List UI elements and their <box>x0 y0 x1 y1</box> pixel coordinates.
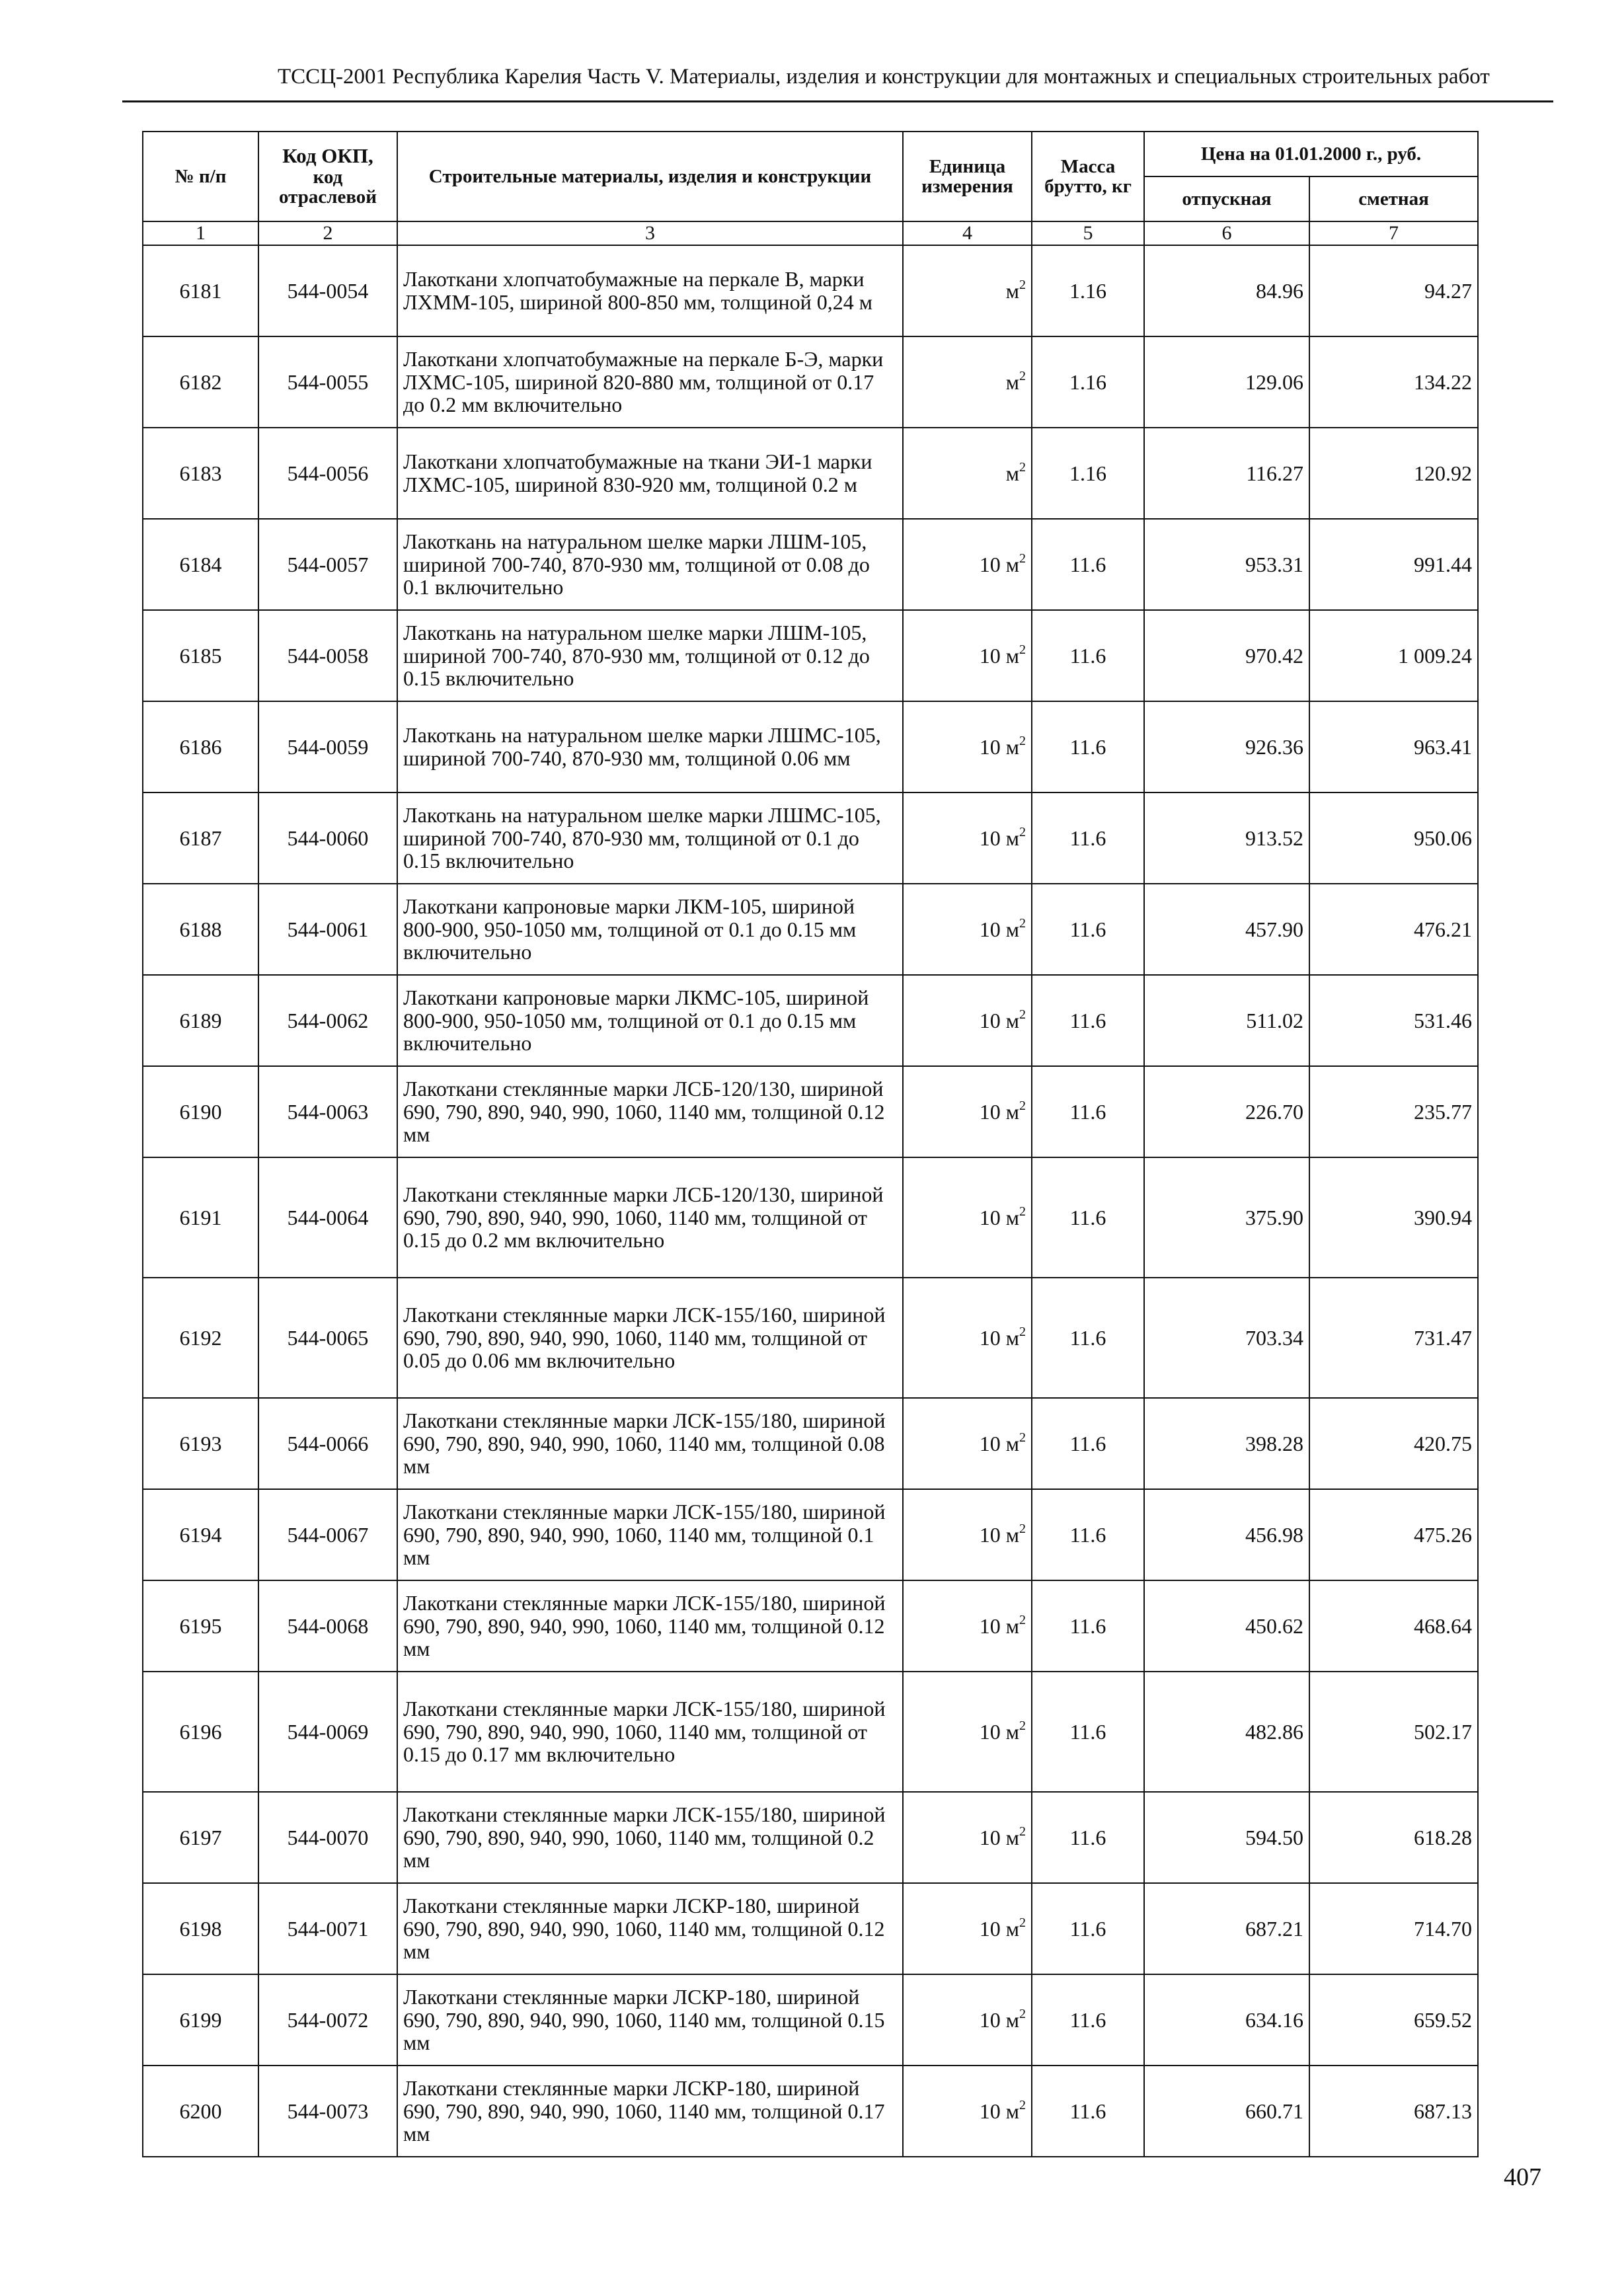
header-price-release: отпускная <box>1144 176 1309 221</box>
row-unit <box>903 336 1032 428</box>
row-mass: 11.6 <box>1032 2066 1144 2157</box>
row-number: 6186 <box>143 701 258 793</box>
row-price-release: 660.71 <box>1144 2066 1309 2157</box>
row-price-estimate: 618.28 <box>1309 1792 1478 1883</box>
row-unit-exponent: 2 <box>1019 2006 1026 2021</box>
header-code-okp: Код ОКП, <box>282 144 373 168</box>
row-number: 6188 <box>143 884 258 975</box>
row-price-release: 84.96 <box>1144 245 1309 336</box>
table-row <box>143 2066 1478 2157</box>
row-code: 544-0065 <box>258 1278 397 1398</box>
row-mass: 11.6 <box>1032 1278 1144 1398</box>
row-material: Лакоткани хлопчатобумажные на перкале В, марки ЛХММ-105, шириной 800-850 мм, толщиной 0,24 м <box>397 245 903 336</box>
column-number: 1 <box>143 221 258 245</box>
row-number: 6183 <box>143 428 258 519</box>
row-number: 6182 <box>143 336 258 428</box>
row-number: 6185 <box>143 610 258 701</box>
row-number: 6191 <box>143 1157 258 1278</box>
row-number: 6189 <box>143 975 258 1066</box>
row-material: Лакоткани стеклянные марки ЛСКР-180, шириной 690, 790, 890, 940, 990, 1060, 1140 мм, толщиной 0.17 мм <box>397 2066 903 2157</box>
row-mass: 11.6 <box>1032 1974 1144 2066</box>
row-price-estimate: 659.52 <box>1309 1974 1478 2066</box>
row-number: 6196 <box>143 1672 258 1792</box>
row-unit-exponent: 2 <box>1019 1718 1026 1733</box>
row-mass: 11.6 <box>1032 1883 1144 1974</box>
row-number: 6194 <box>143 1489 258 1580</box>
row-unit-text: 10 м <box>979 1325 1019 1350</box>
table-row <box>143 610 1478 701</box>
table-row <box>143 1792 1478 1883</box>
row-material: Лакоткани хлопчатобумажные на ткани ЭИ-1 марки ЛХМС-105, шириной 830-920 мм, толщиной 0.2 м <box>397 428 903 519</box>
row-mass: 11.6 <box>1032 1066 1144 1157</box>
row-code: 544-0057 <box>258 519 397 610</box>
row-code: 544-0073 <box>258 2066 397 2157</box>
row-price-release: 226.70 <box>1144 1066 1309 1157</box>
row-material: Лакоткани стеклянные марки ЛСК-155/180, шириной 690, 790, 890, 940, 990, 1060, 1140 мм, толщиной от 0.15 до 0.17 мм включительно <box>397 1672 903 1792</box>
row-material: Лакоткань на натуральном шелке марки ЛШМС-105, шириной 700-740, 870-930 мм, толщиной 0.06 мм <box>397 701 903 793</box>
row-price-estimate: 476.21 <box>1309 884 1478 975</box>
row-unit-exponent: 2 <box>1019 1521 1026 1536</box>
row-code: 544-0063 <box>258 1066 397 1157</box>
row-mass: 11.6 <box>1032 884 1144 975</box>
header-price-group: Цена на 01.01.2000 г., руб. <box>1144 132 1478 176</box>
row-code: 544-0064 <box>258 1157 397 1278</box>
row-unit <box>903 701 1032 793</box>
row-unit-exponent: 2 <box>1019 642 1026 657</box>
row-number: 6198 <box>143 1883 258 1974</box>
row-number: 6200 <box>143 2066 258 2157</box>
row-unit-exponent: 2 <box>1019 1098 1026 1113</box>
row-unit-text: 10 м <box>979 1916 1019 1941</box>
row-unit-exponent: 2 <box>1019 277 1026 292</box>
table-row <box>143 1672 1478 1792</box>
row-unit-exponent: 2 <box>1019 1430 1026 1445</box>
row-mass: 11.6 <box>1032 1580 1144 1672</box>
row-mass: 1.16 <box>1032 336 1144 428</box>
row-unit-text: 10 м <box>979 1205 1019 1229</box>
row-price-estimate: 120.92 <box>1309 428 1478 519</box>
header-code-branch: код отраслевой <box>278 166 377 208</box>
row-number: 6184 <box>143 519 258 610</box>
row-mass: 11.6 <box>1032 701 1144 793</box>
row-price-estimate: 468.64 <box>1309 1580 1478 1672</box>
page-header: ТССЦ-2001 Республика Карелия Часть V. Материалы, изделия и конструкции для монтажных и специальных строительных работ <box>278 65 1490 89</box>
row-mass: 11.6 <box>1032 1489 1144 1580</box>
row-price-estimate: 531.46 <box>1309 975 1478 1066</box>
row-unit <box>903 245 1032 336</box>
header-materials: Строительные материалы, изделия и конструкции <box>397 132 903 221</box>
row-code: 544-0061 <box>258 884 397 975</box>
row-material: Лакоткани стеклянные марки ЛСБ-120/130, шириной 690, 790, 890, 940, 990, 1060, 1140 мм, толщиной от 0.15 до 0.2 мм включительно <box>397 1157 903 1278</box>
row-number: 6197 <box>143 1792 258 1883</box>
row-code: 544-0072 <box>258 1974 397 2066</box>
row-price-estimate: 94.27 <box>1309 245 1478 336</box>
header-num: № п/п <box>143 132 258 221</box>
row-code: 544-0055 <box>258 336 397 428</box>
row-price-estimate: 714.70 <box>1309 1883 1478 1974</box>
row-mass: 11.6 <box>1032 975 1144 1066</box>
row-price-release: 511.02 <box>1144 975 1309 1066</box>
row-unit-exponent: 2 <box>1019 551 1026 566</box>
row-unit-text: 10 м <box>979 643 1019 668</box>
table-row <box>143 1157 1478 1278</box>
row-unit <box>903 1883 1032 1974</box>
table-row <box>143 519 1478 610</box>
row-number: 6193 <box>143 1398 258 1489</box>
row-price-estimate: 1 009.24 <box>1309 610 1478 701</box>
row-price-release: 953.31 <box>1144 519 1309 610</box>
row-unit-exponent: 2 <box>1019 1007 1026 1022</box>
table-row <box>143 884 1478 975</box>
row-unit-exponent: 2 <box>1019 1612 1026 1627</box>
table-row <box>143 1883 1478 1974</box>
row-unit <box>903 1580 1032 1672</box>
row-price-release: 116.27 <box>1144 428 1309 519</box>
row-unit <box>903 1792 1032 1883</box>
row-unit-exponent: 2 <box>1019 733 1026 748</box>
row-unit-exponent: 2 <box>1019 2097 1026 2112</box>
row-unit-exponent: 2 <box>1019 1824 1026 1839</box>
row-material: Лакоткань на натуральном шелке марки ЛШМС-105, шириной 700-740, 870-930 мм, толщиной от 0.1 до 0.15 включительно <box>397 793 903 884</box>
row-unit <box>903 1278 1032 1398</box>
table-row <box>143 793 1478 884</box>
materials-price-table <box>142 131 1479 2157</box>
row-unit-text: м <box>1005 461 1019 485</box>
row-unit <box>903 2066 1032 2157</box>
row-code: 544-0070 <box>258 1792 397 1883</box>
row-unit <box>903 519 1032 610</box>
table-row <box>143 701 1478 793</box>
row-unit-exponent: 2 <box>1019 368 1026 383</box>
row-material: Лакоткани стеклянные марки ЛСК-155/160, шириной 690, 790, 890, 940, 990, 1060, 1140 мм, толщиной от 0.05 до 0.06 мм включительно <box>397 1278 903 1398</box>
row-unit-text: м <box>1005 369 1019 394</box>
row-unit-exponent: 2 <box>1019 824 1026 839</box>
row-price-estimate: 502.17 <box>1309 1672 1478 1792</box>
row-unit <box>903 975 1032 1066</box>
row-unit-text: 10 м <box>979 552 1019 576</box>
row-unit-text: 10 м <box>979 1099 1019 1124</box>
row-material: Лакоткани капроновые марки ЛКМС-105, шириной 800-900, 950-1050 мм, толщиной от 0.1 до 0.15 мм включительно <box>397 975 903 1066</box>
header-divider <box>122 100 1553 102</box>
row-mass: 11.6 <box>1032 519 1144 610</box>
row-price-release: 457.90 <box>1144 884 1309 975</box>
column-number: 2 <box>258 221 397 245</box>
row-unit-text: 10 м <box>979 1431 1019 1455</box>
table-row <box>143 1278 1478 1398</box>
table-row <box>143 1974 1478 2066</box>
row-material: Лакоткани хлопчатобумажные на перкале Б-Э, марки ЛХМС-105, шириной 820-880 мм, толщиной от 0.17 до 0.2 мм включительно <box>397 336 903 428</box>
row-unit-text: 10 м <box>979 1613 1019 1638</box>
row-unit <box>903 793 1032 884</box>
row-unit-text: 10 м <box>979 1719 1019 1744</box>
row-unit-exponent: 2 <box>1019 1915 1026 1930</box>
column-number: 6 <box>1144 221 1309 245</box>
table-row <box>143 1489 1478 1580</box>
row-unit-text: м <box>1005 278 1019 303</box>
row-unit <box>903 428 1032 519</box>
row-unit-text: 10 м <box>979 1825 1019 1849</box>
header-price-estimate: сметная <box>1309 176 1478 221</box>
row-code: 544-0062 <box>258 975 397 1066</box>
row-price-release: 926.36 <box>1144 701 1309 793</box>
table-row <box>143 1066 1478 1157</box>
row-unit <box>903 1398 1032 1489</box>
row-price-release: 970.42 <box>1144 610 1309 701</box>
row-code: 544-0060 <box>258 793 397 884</box>
row-mass: 11.6 <box>1032 1398 1144 1489</box>
row-price-estimate: 991.44 <box>1309 519 1478 610</box>
row-unit-text: 10 м <box>979 1008 1019 1032</box>
row-price-estimate: 963.41 <box>1309 701 1478 793</box>
header-unit: Единица измерения <box>903 132 1032 221</box>
header-mass: Масса брутто, кг <box>1032 132 1144 221</box>
row-mass: 11.6 <box>1032 1157 1144 1278</box>
row-unit <box>903 1066 1032 1157</box>
row-unit-text: 10 м <box>979 1522 1019 1547</box>
row-mass: 11.6 <box>1032 793 1144 884</box>
row-unit-exponent: 2 <box>1019 1204 1026 1219</box>
row-material: Лакоткани стеклянные марки ЛСК-155/180, шириной 690, 790, 890, 940, 990, 1060, 1140 мм, толщиной 0.12 мм <box>397 1580 903 1672</box>
row-price-estimate: 134.22 <box>1309 336 1478 428</box>
table-row <box>143 245 1478 336</box>
table-row <box>143 975 1478 1066</box>
row-number: 6190 <box>143 1066 258 1157</box>
row-number: 6181 <box>143 245 258 336</box>
row-unit-text: 10 м <box>979 2099 1019 2123</box>
row-unit <box>903 1672 1032 1792</box>
table-row <box>143 1580 1478 1672</box>
row-price-estimate: 687.13 <box>1309 2066 1478 2157</box>
row-code: 544-0069 <box>258 1672 397 1792</box>
column-number: 3 <box>397 221 903 245</box>
header-code <box>258 132 397 221</box>
row-material: Лакоткани стеклянные марки ЛСК-155/180, шириной 690, 790, 890, 940, 990, 1060, 1140 мм, толщиной 0.2 мм <box>397 1792 903 1883</box>
row-material: Лакоткань на натуральном шелке марки ЛШМ-105, шириной 700-740, 870-930 мм, толщиной от 0.12 до 0.15 включительно <box>397 610 903 701</box>
row-code: 544-0054 <box>258 245 397 336</box>
row-material: Лакоткань на натуральном шелке марки ЛШМ-105, шириной 700-740, 870-930 мм, толщиной от 0.08 до 0.1 включительно <box>397 519 903 610</box>
row-price-release: 450.62 <box>1144 1580 1309 1672</box>
row-unit <box>903 610 1032 701</box>
row-price-release: 703.34 <box>1144 1278 1309 1398</box>
column-number: 5 <box>1032 221 1144 245</box>
row-code: 544-0056 <box>258 428 397 519</box>
row-unit-text: 10 м <box>979 917 1019 941</box>
row-price-release: 129.06 <box>1144 336 1309 428</box>
row-material: Лакоткани стеклянные марки ЛСКР-180, шириной 690, 790, 890, 940, 990, 1060, 1140 мм, толщиной 0.12 мм <box>397 1883 903 1974</box>
row-number: 6187 <box>143 793 258 884</box>
row-price-estimate: 475.26 <box>1309 1489 1478 1580</box>
row-code: 544-0071 <box>258 1883 397 1974</box>
table-row <box>143 428 1478 519</box>
row-price-release: 482.86 <box>1144 1672 1309 1792</box>
row-price-release: 456.98 <box>1144 1489 1309 1580</box>
row-price-release: 687.21 <box>1144 1883 1309 1974</box>
row-material: Лакоткани стеклянные марки ЛСК-155/180, шириной 690, 790, 890, 940, 990, 1060, 1140 мм, толщиной 0.08 мм <box>397 1398 903 1489</box>
row-unit <box>903 1489 1032 1580</box>
row-mass: 11.6 <box>1032 610 1144 701</box>
row-unit <box>903 1157 1032 1278</box>
table-body <box>143 245 1478 2157</box>
row-price-estimate: 390.94 <box>1309 1157 1478 1278</box>
row-price-release: 913.52 <box>1144 793 1309 884</box>
row-unit-exponent: 2 <box>1019 1324 1026 1339</box>
row-unit-text: 10 м <box>979 734 1019 759</box>
row-price-release: 398.28 <box>1144 1398 1309 1489</box>
row-mass: 11.6 <box>1032 1792 1144 1883</box>
row-material: Лакоткани стеклянные марки ЛСК-155/180, шириной 690, 790, 890, 940, 990, 1060, 1140 мм, толщиной 0.1 мм <box>397 1489 903 1580</box>
row-unit-exponent: 2 <box>1019 459 1026 475</box>
row-price-estimate: 420.75 <box>1309 1398 1478 1489</box>
row-number: 6195 <box>143 1580 258 1672</box>
column-number: 4 <box>903 221 1032 245</box>
column-number: 7 <box>1309 221 1478 245</box>
row-price-release: 594.50 <box>1144 1792 1309 1883</box>
row-code: 544-0066 <box>258 1398 397 1489</box>
row-code: 544-0059 <box>258 701 397 793</box>
row-number: 6199 <box>143 1974 258 2066</box>
row-code: 544-0067 <box>258 1489 397 1580</box>
row-unit-text: 10 м <box>979 2007 1019 2032</box>
row-mass: 11.6 <box>1032 1672 1144 1792</box>
row-code: 544-0058 <box>258 610 397 701</box>
page-number: 407 <box>1504 2163 1541 2191</box>
row-price-estimate: 235.77 <box>1309 1066 1478 1157</box>
row-unit-text: 10 м <box>979 826 1019 850</box>
row-price-release: 634.16 <box>1144 1974 1309 2066</box>
row-material: Лакоткани капроновые марки ЛКМ-105, шириной 800-900, 950-1050 мм, толщиной от 0.1 до 0.15 мм включительно <box>397 884 903 975</box>
table-row <box>143 1398 1478 1489</box>
row-material: Лакоткани стеклянные марки ЛСКР-180, шириной 690, 790, 890, 940, 990, 1060, 1140 мм, толщиной 0.15 мм <box>397 1974 903 2066</box>
table-row <box>143 336 1478 428</box>
row-unit <box>903 1974 1032 2066</box>
row-mass: 1.16 <box>1032 428 1144 519</box>
row-number: 6192 <box>143 1278 258 1398</box>
row-material: Лакоткани стеклянные марки ЛСБ-120/130, шириной 690, 790, 890, 940, 990, 1060, 1140 мм, толщиной 0.12 мм <box>397 1066 903 1157</box>
row-unit <box>903 884 1032 975</box>
row-price-estimate: 731.47 <box>1309 1278 1478 1398</box>
row-price-estimate: 950.06 <box>1309 793 1478 884</box>
row-code: 544-0068 <box>258 1580 397 1672</box>
row-unit-exponent: 2 <box>1019 915 1026 931</box>
row-mass: 1.16 <box>1032 245 1144 336</box>
row-price-release: 375.90 <box>1144 1157 1309 1278</box>
